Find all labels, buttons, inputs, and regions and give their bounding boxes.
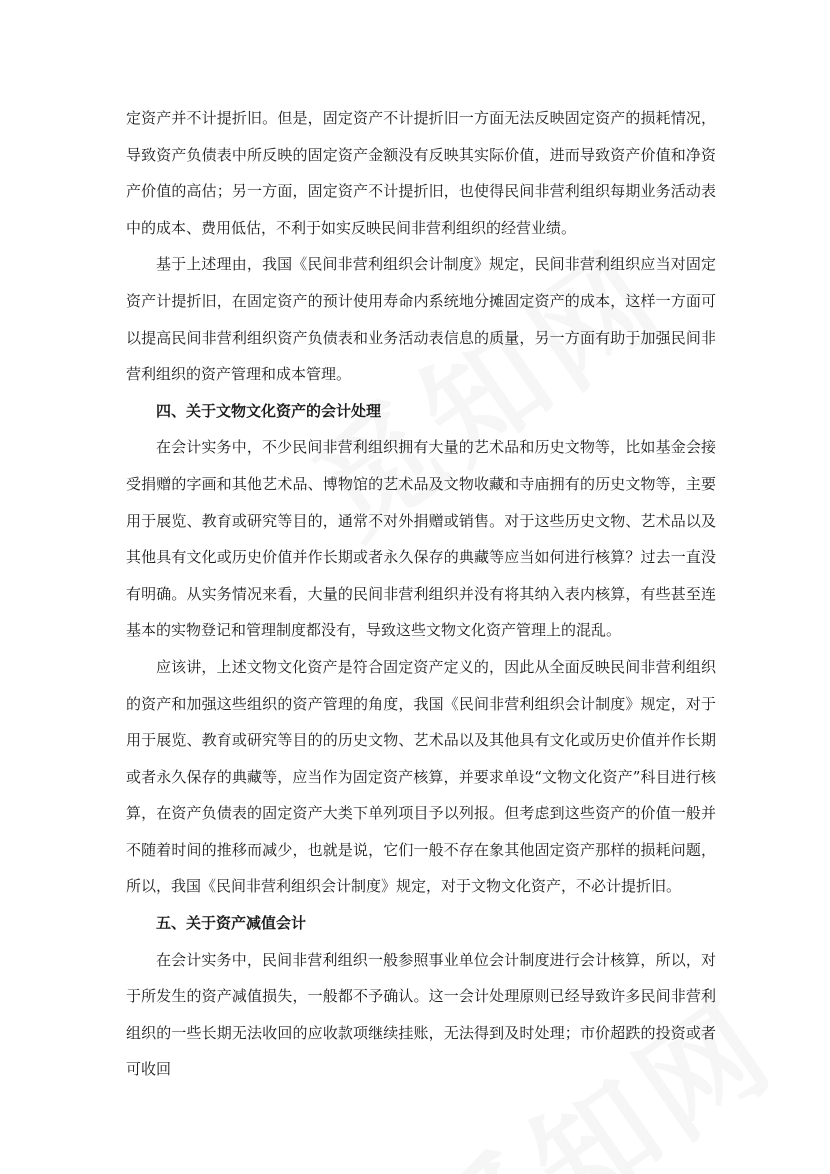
paragraph: 基于上述理由，我国《民间非营利组织会计制度》规定，民间非营利组织应当对固定资产计提折旧，在固定资产的预计使用寿命内系统地分摊固定资产的成本，这样一方面可以提高民间非营利组织资产负债表和业务活动表信息的质量，另一方面有助于加强民间非营利组织的资产管理和成本管理。 bbox=[126, 255, 716, 384]
paragraph: 在会计实务中，不少民间非营利组织拥有大量的艺术品和历史文物等，比如基金会接受捐赠的字画和其他艺术品、博物馆的艺术品及文物收藏和寺庙拥有的历史文物等，主要用于展览、教育或研究等目的，通常不对外捐赠或销售。对于这些历史文物、艺术品以及其他具有文化或历史价值并作长期或者永久保存的典藏等应当如何进行核算？过去一直没有明确。从实务情况来看，大量的民间非营利组织并没有将其纳入表内核算，有些甚至连基本的实物登记和管理制度都没有，导致这些文物文化资产管理上的混乱。 bbox=[126, 438, 716, 640]
section-heading: 五、关于资产减值会计 bbox=[156, 914, 307, 933]
paragraph: 定资产并不计提折旧。但是，固定资产不计提折旧一方面无法反映固定资产的损耗情况，导致资产负债表中所反映的固定资产金额没有反映其实际价值，进而导致资产价值和净资产价值的高估；另一方面，固定资产不计提折旧，也使得民间非营利组织每期业务活动表中的成本、费用低估，不利于如实反映民间非营利组织的经营业绩。 bbox=[126, 109, 716, 237]
paragraph: 应该讲，上述文物文化资产是符合固定资产定义的，因此从全面反映民间非营利组织的资产和加强这些组织的资产管理的角度，我国《民间非营利组织会计制度》规定，对于用于展览、教育或研究等目的的历史文物、艺术品以及其他具有文化或历史价值并作长期或者永久保存的典藏等，应当作为固定资产核算，并要求单设“文物文化资产”科目进行核算，在资产负债表的固定资产大类下单列项目予以列报。但考虑到这些资产的价值一般并不随着时间的推移而减少，也就是说，它们一般不存在象其他固定资产那样的损耗问题，所以，我国《民间非营利组织会计制度》规定，对于文物文化资产，不必计提折旧。 bbox=[126, 657, 716, 896]
document-body bbox=[126, 100, 716, 1088]
paragraph: 在会计实务中，民间非营利组织一般参照事业单位会计制度进行会计核算，所以，对于所发生的资产减值损失，一般都不予确认。这一会计处理原则已经导致许多民间非营利组织的一些长期无法收回的应收款项继续挂账，无法得到及时处理；市价超跌的投资或者可收回 bbox=[126, 950, 716, 1079]
section-heading: 四、关于文物文化资产的会计处理 bbox=[156, 401, 382, 420]
